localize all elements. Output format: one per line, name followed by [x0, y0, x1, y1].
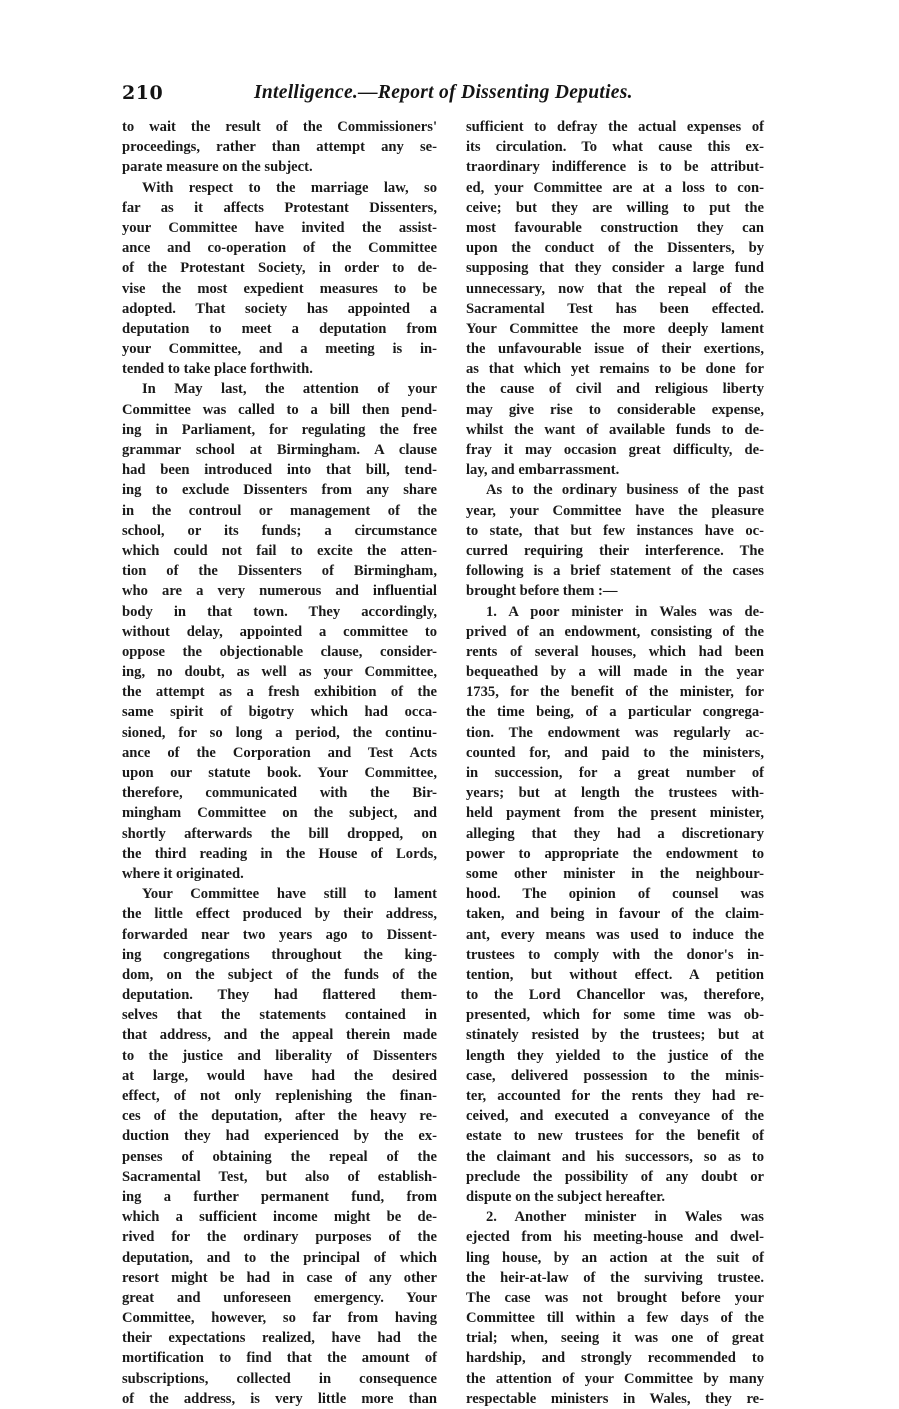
- text-line: that address, and the appeal therein made: [122, 1027, 437, 1044]
- text-line: ant, every means was used to induce the: [466, 926, 764, 943]
- text-line: ance and co-operation of the Committee: [122, 240, 437, 257]
- text-line: to state, that but few instances have oc-: [466, 522, 764, 539]
- text-line: far as it affects Protestant Dissenters,: [122, 199, 437, 216]
- text-line: counted for, and paid to the ministers,: [466, 744, 764, 761]
- text-line: school, or its funds; a circumstance: [122, 522, 437, 539]
- text-line: its circulation. To what cause this ex-: [466, 139, 764, 156]
- text-line: taken, and being in favour of the claim-: [466, 906, 764, 923]
- text-line: duction they had experienced by the ex-: [122, 1128, 437, 1145]
- running-title: Intelligence.—Report of Dissenting Deputies.: [254, 82, 633, 103]
- text-line: shortly afterwards the bill dropped, on: [122, 825, 437, 842]
- text-line: the cause of civil and religious liberty: [466, 381, 764, 398]
- text-line: hardship, and strongly recommended to: [466, 1350, 764, 1367]
- text-line: bequeathed by a will made in the year: [466, 664, 764, 681]
- text-line: power to appropriate the endowment to: [466, 845, 764, 862]
- text-line: brought before them :—: [466, 583, 618, 600]
- text-line: rived for the ordinary purposes of the: [122, 1229, 437, 1246]
- text-line: 1. A poor minister in Wales was de-: [486, 603, 764, 620]
- text-line: curred requiring their interference. The: [466, 542, 764, 559]
- text-line: great and unforeseen emergency. Your: [122, 1289, 437, 1306]
- text-line: ling house, by an action at the suit of: [466, 1249, 764, 1266]
- text-line: ing in Parliament, for regulating the free: [122, 421, 437, 438]
- text-line: supposing that they consider a large fund: [466, 260, 764, 277]
- text-line: traordinary indifference is to be attribut-: [466, 159, 764, 176]
- text-line: of the Protestant Society, in order to de-: [122, 260, 437, 277]
- page-number: 210: [122, 82, 164, 104]
- text-line: the attempt as a fresh exhibition of the: [122, 684, 437, 701]
- text-line: rents of several houses, which had been: [466, 643, 764, 660]
- text-line: some other minister in the neighbour-: [466, 865, 764, 882]
- text-line: ejected from his meeting-house and dwel-: [466, 1229, 764, 1246]
- text-line: of the address, is very little more than: [122, 1390, 437, 1407]
- text-line: The case was not brought before your: [466, 1289, 764, 1306]
- text-line: without delay, appointed a committee to: [122, 623, 437, 640]
- text-line: stinately resisted by the trustees; but at: [466, 1027, 764, 1044]
- text-line: tion. The endowment was regularly ac-: [466, 724, 764, 741]
- text-line: your Committee have invited the assist-: [122, 219, 437, 236]
- text-line: presented, which for some time was ob-: [466, 1007, 764, 1024]
- text-line: ed, your Committee are at a loss to con-: [466, 179, 764, 196]
- text-line: deputation to meet a deputation from: [122, 320, 437, 337]
- text-line: where it originated.: [122, 865, 244, 882]
- left-column: [122, 117, 437, 1409]
- text-line: alleging that they had a discretionary: [466, 825, 764, 842]
- text-line: penses of obtaining the repeal of the: [122, 1148, 437, 1165]
- text-line: following is a brief statement of the cases: [466, 563, 764, 580]
- text-line: 1735, for the benefit of the minister, for: [466, 684, 764, 701]
- text-line: Committee, however, so far from having: [122, 1310, 437, 1327]
- text-line: ance of the Corporation and Test Acts: [122, 744, 437, 761]
- text-line: the heir-at-law of the surviving trustee.: [466, 1269, 764, 1286]
- text-line: proceedings, rather than attempt any se-: [122, 139, 437, 156]
- text-line: in succession, for a great number of: [466, 765, 764, 781]
- text-line: dom, on the subject of the funds of the: [122, 966, 437, 983]
- text-line: which a sufficient income might be de-: [122, 1209, 437, 1226]
- text-line: deputation, and to the principal of which: [122, 1249, 437, 1266]
- text-line: ing congregations throughout the king-: [122, 946, 437, 963]
- text-line: With respect to the marriage law, so: [142, 179, 437, 196]
- text-line: fray it may occasion great difficulty, de-: [466, 442, 764, 458]
- text-line: ces of the deputation, after the heavy re-: [122, 1108, 437, 1125]
- text-line: year, your Committee have the pleasure: [466, 502, 764, 519]
- text-line: sioned, for so long a period, the continu-: [122, 724, 437, 741]
- text-line: ing, no doubt, as well as your Committee,: [122, 664, 437, 681]
- text-line: length they yielded to the justice of the: [466, 1047, 764, 1064]
- text-line: therefore, communicated with the Bir-: [122, 785, 437, 802]
- text-line: their expectations realized, have had the: [122, 1330, 437, 1347]
- text-line: parate measure on the subject.: [122, 159, 313, 176]
- text-line: In May last, the attention of your: [142, 381, 437, 398]
- text-line: Committee till within a few days of the: [466, 1310, 764, 1327]
- text-line: deputation. They had flattered them-: [122, 987, 437, 1004]
- text-line: Sacramental Test has been effected.: [466, 300, 764, 317]
- text-line: to wait the result of the Commissioners': [122, 119, 437, 135]
- text-line: held payment from the present minister,: [466, 805, 764, 822]
- text-line: as that which yet remains to be done for: [466, 361, 764, 378]
- text-line: same spirit of bigotry which had occa-: [122, 704, 437, 721]
- text-line: hood. The opinion of counsel was: [466, 886, 764, 903]
- text-line: sufficient to defray the actual expenses of: [466, 119, 764, 135]
- right-column: [466, 117, 764, 1409]
- text-line: most favourable construction they can: [466, 219, 764, 236]
- text-line: Your Committee the more deeply lament: [466, 320, 764, 337]
- text-line: dispute on the subject hereafter.: [466, 1188, 666, 1205]
- text-line: the claimant and his successors, so as to: [466, 1148, 764, 1165]
- text-line: tended to take place forthwith.: [122, 361, 313, 378]
- text-line: As to the ordinary business of the past: [486, 482, 764, 499]
- text-line: who are a very numerous and influential: [122, 583, 437, 600]
- text-line: may give rise to considerable expense,: [466, 401, 764, 418]
- text-line: to the justice and liberality of Dissenters: [122, 1047, 437, 1064]
- text-line: ceived, and executed a conveyance of the: [466, 1108, 764, 1125]
- text-line: had been introduced into that bill, tend-: [122, 462, 437, 479]
- text-line: tion of the Dissenters of Birmingham,: [122, 563, 437, 580]
- text-line: Committee was called to a bill then pend-: [122, 401, 437, 418]
- text-line: prived of an endowment, consisting of the: [466, 623, 764, 640]
- text-line: 2. Another minister in Wales was: [486, 1209, 764, 1226]
- text-line: in the controul or management of the: [122, 502, 437, 519]
- text-line: adopted. That society has appointed a: [122, 300, 437, 317]
- text-line: whilst the want of available funds to de-: [466, 421, 764, 438]
- text-line: body in that town. They accordingly,: [122, 603, 437, 620]
- text-line: oppose the objectionable clause, consider-: [122, 643, 437, 660]
- text-line: preclude the possibility of any doubt or: [466, 1168, 764, 1185]
- text-line: case, delivered possession to the minis-: [466, 1067, 764, 1084]
- text-line: mortification to find that the amount of: [122, 1350, 437, 1367]
- text-line: resort might be had in case of any other: [122, 1269, 437, 1286]
- text-line: Sacramental Test, but also of establish-: [122, 1168, 437, 1185]
- text-line: upon our statute book. Your Committee,: [122, 765, 437, 781]
- text-line: the attention of your Committee by many: [466, 1370, 764, 1387]
- text-line: at large, would have had the desired: [122, 1067, 437, 1084]
- text-line: ing to exclude Dissenters from any share: [122, 482, 437, 499]
- text-line: lay, and embarrassment.: [466, 462, 620, 479]
- text-line: effect, of not only replenishing the finan-: [122, 1088, 437, 1104]
- text-line: subscriptions, collected in consequence: [122, 1370, 437, 1387]
- text-line: trustees to comply with the donor's in-: [466, 946, 764, 963]
- text-line: upon the conduct of the Dissenters, by: [466, 240, 764, 257]
- text-line: trial; when, seeing it was one of great: [466, 1330, 764, 1347]
- text-line: unnecessary, now that the repeal of the: [466, 280, 764, 297]
- text-line: grammar school at Birmingham. A clause: [122, 442, 437, 458]
- running-head: [122, 80, 763, 106]
- text-line: years; but at length the trustees with-: [466, 785, 764, 802]
- text-line: Your Committee have still to lament: [142, 886, 437, 903]
- text-line: selves that the statements contained in: [122, 1007, 437, 1024]
- text-line: ing a further permanent fund, from: [122, 1188, 437, 1205]
- text-line: the third reading in the House of Lords,: [122, 845, 437, 862]
- text-line: mingham Committee on the subject, and: [122, 805, 437, 822]
- text-line: which could not fail to excite the atten-: [122, 542, 437, 559]
- text-line: respectable ministers in Wales, they re-: [466, 1390, 764, 1407]
- text-line: estate to new trustees for the benefit of: [466, 1128, 764, 1145]
- text-line: to the Lord Chancellor was, therefore,: [466, 987, 764, 1004]
- text-line: the little effect produced by their address,: [122, 906, 437, 923]
- text-line: tention, but without effect. A petition: [466, 966, 764, 983]
- text-line: vise the most expedient measures to be: [122, 280, 437, 297]
- text-line: ter, accounted for the rents they had re-: [466, 1088, 764, 1104]
- text-line: the time being, of a particular congrega-: [466, 704, 764, 721]
- text-line: ceive; but they are willing to put the: [466, 199, 764, 216]
- text-line: forwarded near two years ago to Dissent-: [122, 926, 437, 943]
- text-line: your Committee, and a meeting is in-: [122, 341, 437, 358]
- text-line: the unfavourable issue of their exertions,: [466, 341, 764, 358]
